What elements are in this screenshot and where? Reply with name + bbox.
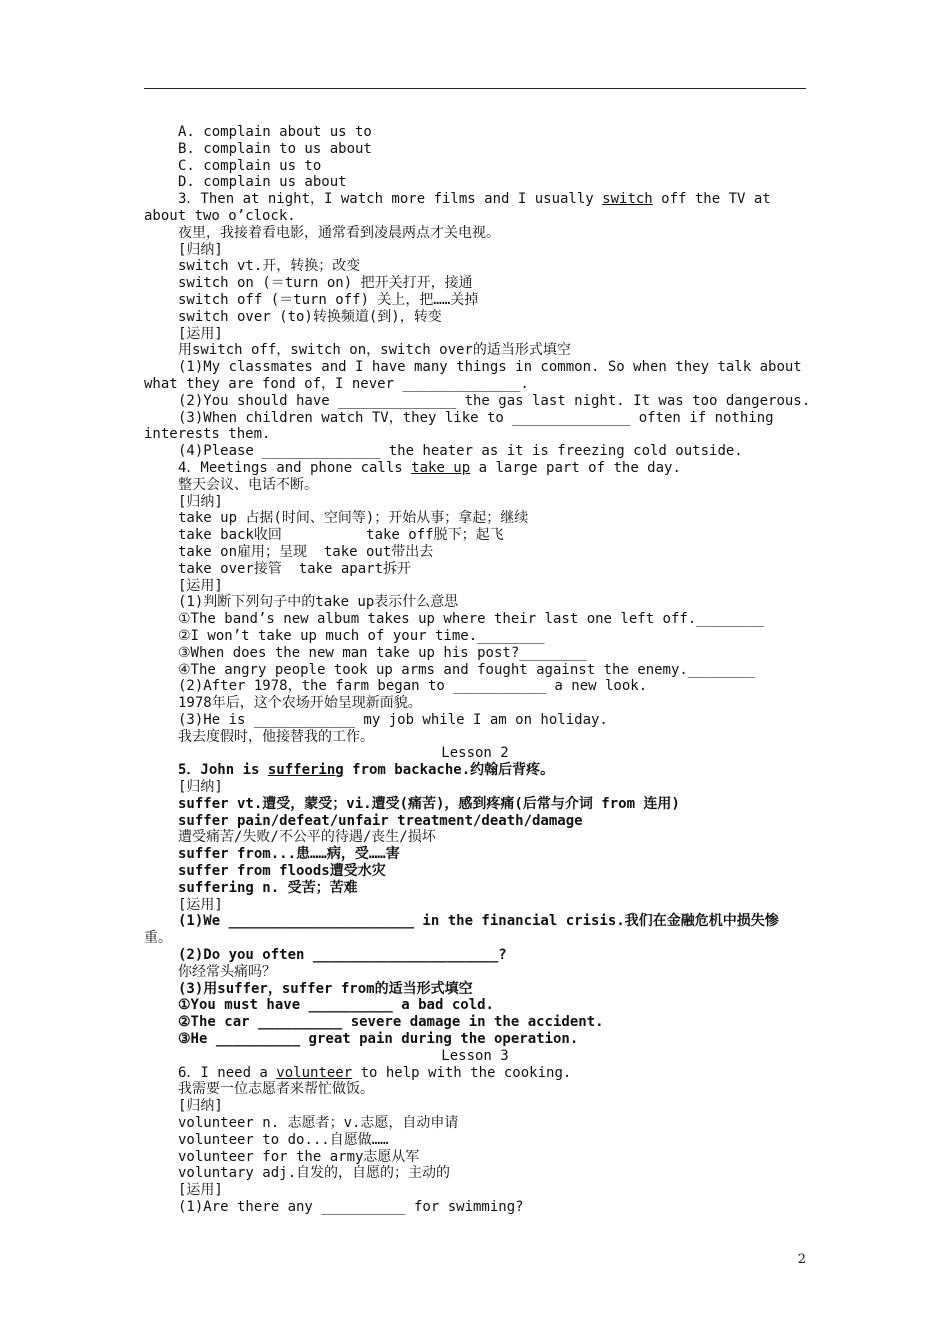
line-text: voluntary adj.自发的，自愿的；主动的 [178,1165,451,1182]
line-text: ②The car __________ severe damage in the accident. [178,1014,604,1031]
text-line [144,359,806,376]
line-text: interests them. [144,426,271,443]
line-text: switch over (to)转换频道(到)，转变 [178,308,442,325]
line-text: take over接管 take apart拆开 [178,560,412,577]
line-text: Lesson 2 [441,745,509,762]
line-text-after: a large part of the day. [470,459,681,476]
text-line [144,913,806,930]
text-line [144,829,806,846]
text-line [144,527,806,544]
text-line [144,275,806,292]
line-text: D. complain us about [178,174,347,191]
line-text: suffer from...患……病，受……害 [178,846,400,863]
line-text: volunteer to do...自愿做…… [178,1131,389,1148]
line-text: (4)Please ______________ the heater as it is freezing cold outside. [178,443,743,460]
line-text: (2)You should have ______________ the gas last night. It was too dangerous. [178,392,811,409]
underlined-keyword: switch [602,191,653,208]
line-text: what they are fond of，I never ______________. [144,375,529,392]
line-text-after: off the TV at [652,191,771,208]
text-line [144,1098,806,1115]
line-text: 1978年后，这个农场开始呈现新面貌。 [178,695,422,712]
line-text: 我去度假时，他接替我的工作。 [178,728,374,745]
text-line [144,443,806,460]
line-text: 重。 [144,930,172,947]
line-text: 整天会议、电话不断。 [178,476,318,493]
line-text: (1)We ______________________ in the financial crisis.我们在金融危机中损失惨 [178,913,779,930]
text-line [144,242,806,259]
text-line [144,930,806,947]
line-text: 夜里，我接着看电影，通常看到凌晨两点才关电视。 [178,224,500,241]
text-line [144,628,806,645]
line-text: switch on (＝turn on) 把开关打开，接通 [178,275,473,292]
line-text: (3)用suffer，suffer from的适当形式填空 [178,980,473,997]
underlined-keyword: take up [411,459,471,476]
text-line [144,779,806,796]
text-line [144,174,806,191]
line-text: 4．Meetings and phone calls [178,459,412,476]
text-line [144,611,806,628]
page-number: 2 [797,1252,806,1267]
line-text-after: to help with the cooking. [352,1064,572,1081]
line-text: about two o’clock. [144,207,296,224]
line-text: 用switch off，switch on，switch over的适当形式填空 [178,342,571,359]
line-text: 6．I need a [178,1064,277,1081]
line-text: C. complain us to [178,157,322,174]
text-line [144,1081,806,1098]
line-text: (3)When children watch TV，they like to ______________ often if nothing [178,409,774,426]
line-text: [运用] [178,896,223,913]
text-line [144,460,806,477]
text-line [144,158,806,175]
line-text: 遭受痛苦/失败/不公平的待遇/丧生/损坏 [178,829,436,846]
text-line [144,897,806,914]
line-text: [归纳] [178,779,223,796]
text-line [144,745,806,762]
text-line [144,561,806,578]
text-line [144,1048,806,1065]
text-line [144,1014,806,1031]
text-line [144,964,806,981]
line-text: (1)判断下列句子中的take up表示什么意思 [178,594,459,611]
line-text: (3)He is ____________ my job while I am on holiday. [178,711,608,728]
text-line [144,191,806,208]
line-text: ③When does the new man take up his post?________ [178,644,587,661]
text-line [144,678,806,695]
line-text: ①You must have __________ a bad cold. [178,997,494,1014]
text-line [144,141,806,158]
text-line [144,981,806,998]
line-text: volunteer for the army志愿从军 [178,1148,420,1165]
line-text: (2)Do you often ______________________? [178,947,507,964]
text-line [144,863,806,880]
text-line [144,997,806,1014]
text-line [144,1031,806,1048]
text-line [144,1132,806,1149]
line-text: ①The band’s new album takes up where their last one left off.________ [178,611,764,628]
line-text: [归纳] [178,1098,223,1115]
text-line [144,796,806,813]
text-line [144,225,806,242]
text-line [144,208,806,225]
text-line [144,392,811,410]
line-text: switch off (＝turn off) 关上，把……关掉 [178,291,479,308]
line-text: suffer from floods遭受水灾 [178,863,386,880]
text-line [144,342,806,359]
text-line [144,712,806,729]
text-line [144,326,806,343]
line-text: take back收回 take off脱下；起飞 [178,527,504,544]
text-line [144,813,806,830]
text-line [144,762,806,779]
header-rule [144,88,806,89]
line-text: suffer pain/defeat/unfair treatment/death/damage [178,812,583,829]
text-line [144,376,806,393]
line-text: (1)My classmates and I have many things in common. So when they talk about [178,359,802,376]
text-line [144,594,806,611]
underlined-keyword: suffering [267,762,344,779]
text-line [144,645,806,662]
line-text: [运用] [178,577,223,594]
line-text: take on雇用；呈现 take out带出去 [178,543,434,560]
line-text: [运用] [178,1182,223,1199]
line-text: (1)Are there any __________ for swimming? [178,1199,524,1215]
text-line [144,124,806,141]
text-line [144,880,806,897]
text-line [144,426,806,443]
text-line [144,1165,806,1182]
line-text: switch vt.开，转换；改变 [178,258,361,275]
text-line [144,947,806,964]
text-line [144,1149,806,1166]
document-body [144,124,811,1216]
text-line [144,258,806,275]
line-text-after: from backache.约翰后背疼。 [343,762,555,779]
line-text: B. complain to us about [178,140,372,157]
line-text: 我需要一位志愿者来帮忙做饭。 [178,1081,374,1098]
text-line [144,544,806,561]
text-line [144,510,806,527]
text-line [144,695,806,712]
text-line [144,662,806,679]
line-text: A. complain about us to [178,124,372,140]
text-line [144,1182,806,1199]
text-line [144,410,806,427]
text-line [144,1115,806,1132]
text-line [144,292,806,309]
line-text: (2)After 1978，the farm began to ___________ a new look. [178,678,648,695]
line-text: [归纳] [178,241,223,258]
text-line [144,477,806,494]
text-line [144,1065,806,1082]
line-text: ④The angry people took up arms and fought against the enemy.________ [178,661,756,678]
line-text: take up 占据(时间、空间等)；开始从事；拿起；继续 [178,510,529,527]
line-text: 你经常头痛吗？ [178,963,276,980]
text-lines [144,124,811,1216]
underlined-keyword: volunteer [276,1064,353,1081]
line-text: ③He __________ great pain during the operation. [178,1031,579,1048]
line-text: Lesson 3 [441,1047,509,1064]
text-line [144,846,806,863]
text-line [144,494,806,511]
text-line [144,578,806,595]
text-line [144,729,806,746]
text-line [144,309,806,326]
line-text: [归纳] [178,493,223,510]
line-text: suffer vt.遭受，蒙受；vi.遭受(痛苦)，感到疼痛(后常与介词 from 连用) [178,795,680,812]
line-text: 5．John is [178,762,268,779]
line-text: [运用] [178,325,223,342]
line-text: volunteer n. 志愿者；v.志愿，自动申请 [178,1115,459,1132]
line-text: ②I won’t take up much of your time.________ [178,627,545,644]
line-text: 3．Then at night，I watch more films and I usually [178,191,603,208]
line-text: suffering n. 受苦；苦难 [178,879,358,896]
text-line [144,1199,806,1216]
